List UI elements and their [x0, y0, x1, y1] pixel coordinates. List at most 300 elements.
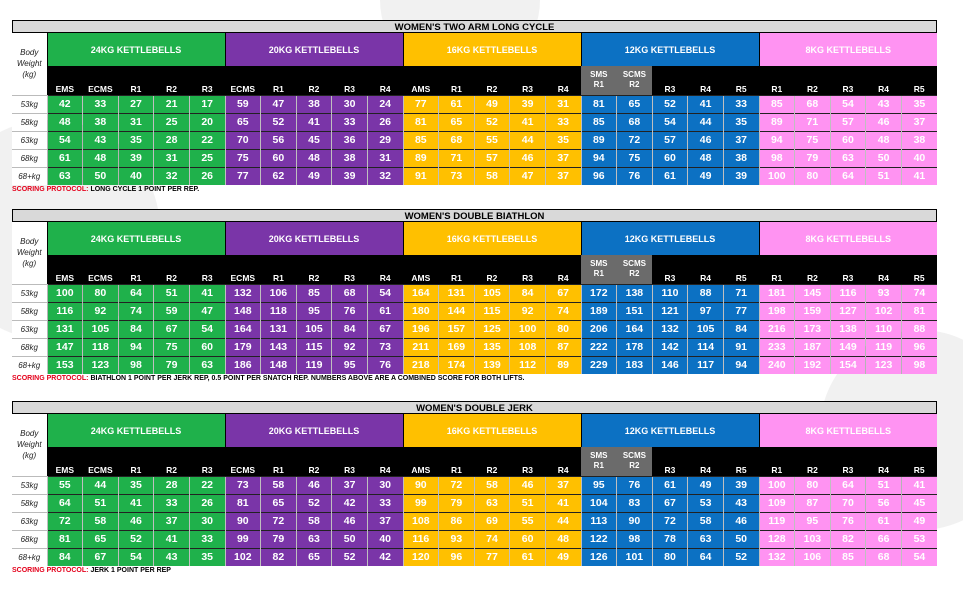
score-cell: 112 — [510, 356, 546, 374]
column-header-label: AMS — [411, 464, 431, 475]
table-row — [12, 338, 937, 356]
score-cell: 84 — [723, 320, 759, 338]
column-header — [830, 447, 866, 476]
score-cell: 79 — [154, 356, 190, 374]
column-header-label: R5 — [735, 83, 747, 94]
score-cell: 174 — [439, 356, 475, 374]
column-header — [545, 66, 581, 95]
score-cell: 71 — [723, 284, 759, 302]
score-cell: 17 — [189, 95, 225, 113]
score-cell: 206 — [581, 320, 617, 338]
column-header-label: R3 — [664, 272, 676, 283]
column-header-label: R3 — [344, 272, 356, 283]
score-cell: 50 — [866, 149, 902, 167]
score-cell: 132 — [759, 548, 795, 566]
score-cell: 47 — [510, 167, 546, 185]
score-cell: 67 — [367, 320, 403, 338]
column-header — [474, 66, 510, 95]
column-header — [439, 66, 475, 95]
score-cell: 52 — [296, 494, 332, 512]
column-header — [866, 66, 902, 95]
score-cell: 42 — [332, 494, 368, 512]
score-cell: 68 — [439, 131, 475, 149]
score-cell: 68 — [866, 548, 902, 566]
score-cell: 75 — [795, 131, 831, 149]
section-title: WOMEN'S TWO ARM LONG CYCLE — [12, 20, 937, 33]
score-cell: 67 — [154, 320, 190, 338]
body-weight-label: Body — [20, 429, 39, 439]
column-header-label: R3 — [201, 83, 213, 94]
score-cell: 46 — [510, 476, 546, 494]
column-header — [723, 255, 759, 284]
score-cell: 77 — [225, 167, 261, 185]
score-cell: 92 — [83, 302, 119, 320]
score-cell: 94 — [723, 356, 759, 374]
score-cell: 63 — [688, 530, 724, 548]
score-cell: 77 — [403, 95, 439, 113]
score-cell: 164 — [403, 284, 439, 302]
score-cell: 143 — [261, 338, 297, 356]
score-cell: 138 — [830, 320, 866, 338]
column-header-label: R2 — [166, 83, 178, 94]
score-cell: 43 — [866, 95, 902, 113]
score-cell: 65 — [439, 113, 475, 131]
score-cell: 142 — [652, 338, 688, 356]
score-cell: 41 — [545, 494, 581, 512]
column-header-label: R4 — [700, 272, 712, 283]
score-cell: 85 — [403, 131, 439, 149]
score-cell: 21 — [154, 95, 190, 113]
score-cell: 103 — [795, 530, 831, 548]
score-cell: 46 — [118, 512, 154, 530]
score-cell: 60 — [189, 338, 225, 356]
score-cell: 27 — [118, 95, 154, 113]
column-header — [189, 255, 225, 284]
score-cell: 61 — [652, 476, 688, 494]
column-header-label: R2 — [486, 83, 498, 94]
column-header — [866, 255, 902, 284]
column-header-label: AMS — [411, 272, 431, 283]
score-cell: 57 — [830, 113, 866, 131]
score-cell: 82 — [261, 548, 297, 566]
score-cell: 28 — [154, 476, 190, 494]
score-cell: 33 — [189, 530, 225, 548]
score-cell: 37 — [723, 131, 759, 149]
column-header — [688, 447, 724, 476]
score-cell: 30 — [332, 95, 368, 113]
score-cell: 127 — [830, 302, 866, 320]
column-header — [901, 66, 937, 95]
column-header-label: ECMS — [88, 272, 113, 283]
score-cell: 39 — [723, 167, 759, 185]
column-header-label: R2 — [166, 464, 178, 475]
column-header-label: R1 — [450, 464, 462, 475]
column-header — [830, 66, 866, 95]
score-cell: 41 — [154, 530, 190, 548]
score-cell: 54 — [118, 548, 154, 566]
score-cell: 67 — [652, 494, 688, 512]
column-header — [332, 447, 368, 476]
body-weight-value: 68kg — [12, 530, 47, 548]
score-cell: 76 — [617, 476, 653, 494]
score-cell: 33 — [332, 113, 368, 131]
score-cell: 50 — [723, 530, 759, 548]
column-header-label: R1 — [771, 272, 783, 283]
column-header-top: SMS — [590, 69, 608, 79]
scoring-protocol — [12, 185, 937, 195]
score-cell: 72 — [617, 131, 653, 149]
kettlebell-group-header: 16KG KETTLEBELLS — [403, 222, 581, 255]
score-cell: 68 — [617, 113, 653, 131]
score-cell: 31 — [367, 149, 403, 167]
score-cell: 96 — [581, 167, 617, 185]
score-cell: 54 — [830, 95, 866, 113]
kettlebell-group-header: 20KG KETTLEBELLS — [225, 33, 403, 66]
table-row — [12, 149, 937, 167]
column-header-label: R5 — [913, 272, 925, 283]
score-cell: 51 — [154, 284, 190, 302]
score-table — [12, 33, 937, 185]
body-weight-value: 58kg — [12, 113, 47, 131]
column-header-label: EMS — [55, 272, 74, 283]
column-header-label: R1 — [593, 460, 604, 470]
score-cell: 80 — [795, 476, 831, 494]
score-cell: 41 — [901, 167, 937, 185]
score-cell: 40 — [901, 149, 937, 167]
kettlebell-group-header: 16KG KETTLEBELLS — [403, 414, 581, 447]
score-cell: 76 — [617, 167, 653, 185]
score-cell: 37 — [154, 512, 190, 530]
column-header-label: R1 — [130, 272, 142, 283]
score-cell: 126 — [581, 548, 617, 566]
column-header — [581, 66, 617, 95]
score-cell: 52 — [118, 530, 154, 548]
column-header — [795, 447, 831, 476]
score-cell: 132 — [652, 320, 688, 338]
column-header — [617, 66, 653, 95]
column-header — [189, 447, 225, 476]
score-cell: 69 — [474, 512, 510, 530]
column-header-label: R4 — [379, 83, 391, 94]
column-header — [474, 447, 510, 476]
column-header-label: R3 — [664, 83, 676, 94]
score-cell: 65 — [83, 530, 119, 548]
score-cell: 39 — [118, 149, 154, 167]
column-header-label: R4 — [700, 464, 712, 475]
score-cell: 67 — [83, 548, 119, 566]
column-header — [652, 66, 688, 95]
column-header — [439, 255, 475, 284]
score-cell: 118 — [83, 338, 119, 356]
score-cell: 186 — [225, 356, 261, 374]
column-header-label: R3 — [842, 464, 854, 475]
score-cell: 45 — [296, 131, 332, 149]
column-header-label: R4 — [379, 464, 391, 475]
column-header — [367, 447, 403, 476]
score-cell: 79 — [261, 530, 297, 548]
column-header — [261, 255, 297, 284]
score-cell: 149 — [830, 338, 866, 356]
score-cell: 39 — [510, 95, 546, 113]
column-header — [510, 255, 546, 284]
column-header — [439, 447, 475, 476]
column-header-label: R2 — [629, 268, 640, 278]
score-cell: 51 — [83, 494, 119, 512]
column-header-label: R3 — [842, 83, 854, 94]
score-cell: 51 — [866, 476, 902, 494]
score-cell: 119 — [759, 512, 795, 530]
score-cell: 74 — [474, 530, 510, 548]
score-cell: 85 — [759, 95, 795, 113]
score-cell: 49 — [688, 167, 724, 185]
score-cell: 57 — [652, 131, 688, 149]
score-cell: 37 — [901, 113, 937, 131]
score-cell: 51 — [510, 494, 546, 512]
score-cell: 93 — [866, 284, 902, 302]
score-cell: 35 — [545, 131, 581, 149]
score-cell: 58 — [474, 476, 510, 494]
score-cell: 70 — [830, 494, 866, 512]
body-weight-label: Weight — [16, 248, 42, 258]
score-cell: 67 — [545, 284, 581, 302]
score-cell: 74 — [901, 284, 937, 302]
score-cell: 105 — [688, 320, 724, 338]
table-row — [12, 356, 937, 374]
score-cell: 62 — [261, 167, 297, 185]
score-cell: 98 — [118, 356, 154, 374]
score-cell: 72 — [47, 512, 83, 530]
score-cell: 73 — [439, 167, 475, 185]
table-row — [12, 95, 937, 113]
column-header-label: R4 — [557, 83, 569, 94]
column-header-label: R1 — [771, 83, 783, 94]
score-cell: 25 — [189, 149, 225, 167]
column-header-label: R1 — [771, 464, 783, 475]
score-cell: 84 — [510, 284, 546, 302]
column-header-label: R2 — [806, 272, 818, 283]
scoring-protocol — [12, 374, 937, 384]
score-cell: 100 — [510, 320, 546, 338]
score-cell: 77 — [474, 548, 510, 566]
scoring-protocol-label: SCORING PROTOCOL: — [12, 186, 89, 193]
scoring-protocol-label: SCORING PROTOCOL: — [12, 567, 89, 574]
score-cell: 76 — [830, 512, 866, 530]
column-header — [688, 66, 724, 95]
score-cell: 98 — [901, 356, 937, 374]
score-cell: 46 — [688, 131, 724, 149]
column-header — [118, 66, 154, 95]
column-header-label: ECMS — [230, 83, 256, 94]
score-cell: 233 — [759, 338, 795, 356]
column-header — [47, 66, 83, 95]
score-cell: 52 — [332, 548, 368, 566]
score-cell: 85 — [581, 113, 617, 131]
score-cell: 121 — [652, 302, 688, 320]
score-cell: 26 — [189, 494, 225, 512]
score-cell: 44 — [83, 476, 119, 494]
table-row — [12, 302, 937, 320]
score-cell: 61 — [652, 167, 688, 185]
score-cell: 54 — [47, 131, 83, 149]
body-weight-label: Weight — [16, 440, 42, 450]
score-cell: 88 — [901, 320, 937, 338]
score-cell: 35 — [723, 113, 759, 131]
score-cell: 71 — [439, 149, 475, 167]
score-cell: 216 — [759, 320, 795, 338]
column-header-label: R1 — [130, 464, 142, 475]
column-header-label: ECMS — [88, 464, 113, 475]
score-cell: 48 — [83, 149, 119, 167]
score-cell: 65 — [617, 95, 653, 113]
score-cell: 44 — [545, 512, 581, 530]
score-cell: 89 — [545, 356, 581, 374]
column-header-label: R4 — [557, 272, 569, 283]
score-cell: 91 — [723, 338, 759, 356]
column-header — [866, 447, 902, 476]
score-cell: 79 — [439, 494, 475, 512]
scoring-protocol-text: BIATHLON 1 POINT PER JERK REP, 0.5 POINT PER SNATCH REP. NUMBERS ABOVE ARE A COMBINED SCORE FOR BOTH LIFTS. — [90, 375, 525, 382]
score-cell: 81 — [47, 530, 83, 548]
score-cell: 85 — [296, 284, 332, 302]
score-cell: 139 — [474, 356, 510, 374]
table-row — [12, 548, 937, 566]
score-cell: 85 — [830, 548, 866, 566]
score-table — [12, 222, 937, 374]
column-header-label: R2 — [486, 464, 498, 475]
score-cell: 60 — [261, 149, 297, 167]
score-cell: 54 — [652, 113, 688, 131]
score-cell: 116 — [47, 302, 83, 320]
column-header — [296, 447, 332, 476]
score-cell: 63 — [830, 149, 866, 167]
score-cell: 52 — [652, 95, 688, 113]
score-cell: 58 — [83, 512, 119, 530]
score-cell: 46 — [866, 113, 902, 131]
score-cell: 117 — [688, 356, 724, 374]
score-cell: 105 — [296, 320, 332, 338]
score-cell: 119 — [866, 338, 902, 356]
score-cell: 48 — [545, 530, 581, 548]
column-header-label: EMS — [55, 83, 74, 94]
score-cell: 48 — [688, 149, 724, 167]
score-cell: 36 — [332, 131, 368, 149]
score-cell: 61 — [510, 548, 546, 566]
score-table — [12, 414, 937, 566]
column-header-label: R3 — [522, 464, 534, 475]
score-cell: 37 — [545, 167, 581, 185]
kettlebell-group-header: 24KG KETTLEBELLS — [47, 414, 225, 447]
score-cell: 131 — [261, 320, 297, 338]
scoring-protocol-label: SCORING PROTOCOL: — [12, 375, 89, 382]
score-cell: 52 — [474, 113, 510, 131]
score-cell: 77 — [723, 302, 759, 320]
score-cell: 44 — [510, 131, 546, 149]
score-cell: 105 — [83, 320, 119, 338]
score-cell: 157 — [439, 320, 475, 338]
score-cell: 94 — [759, 131, 795, 149]
score-cell: 26 — [189, 167, 225, 185]
body-weight-value: 58kg — [12, 302, 47, 320]
score-cell: 180 — [403, 302, 439, 320]
column-header — [403, 255, 439, 284]
score-cell: 116 — [403, 530, 439, 548]
score-cell: 89 — [403, 149, 439, 167]
score-cell: 63 — [189, 356, 225, 374]
column-header — [652, 447, 688, 476]
score-cell: 48 — [866, 131, 902, 149]
score-cell: 43 — [723, 494, 759, 512]
score-cell: 164 — [225, 320, 261, 338]
score-cell: 145 — [795, 284, 831, 302]
score-cell: 91 — [403, 167, 439, 185]
body-weight-value: 63kg — [12, 131, 47, 149]
body-weight-label: Body — [20, 237, 39, 247]
score-cell: 90 — [403, 476, 439, 494]
score-cell: 96 — [901, 338, 937, 356]
score-cell: 52 — [723, 548, 759, 566]
score-cell: 128 — [759, 530, 795, 548]
column-header — [367, 255, 403, 284]
column-header-label: R3 — [522, 272, 534, 283]
score-cell: 148 — [225, 302, 261, 320]
column-header — [901, 447, 937, 476]
score-cell: 113 — [581, 512, 617, 530]
column-header-label: R3 — [201, 272, 213, 283]
score-cell: 109 — [759, 494, 795, 512]
score-cell: 61 — [866, 512, 902, 530]
score-cell: 43 — [83, 131, 119, 149]
score-cell: 51 — [866, 167, 902, 185]
score-section — [12, 209, 937, 384]
score-cell: 164 — [617, 320, 653, 338]
score-cell: 64 — [830, 476, 866, 494]
kettlebell-group-header: 8KG KETTLEBELLS — [759, 33, 937, 66]
score-cell: 54 — [189, 320, 225, 338]
column-header-label: R4 — [878, 83, 890, 94]
column-header — [261, 447, 297, 476]
score-cell: 90 — [617, 512, 653, 530]
column-header-label: R3 — [842, 272, 854, 283]
score-cell: 92 — [332, 338, 368, 356]
kettlebell-group-header: 24KG KETTLEBELLS — [47, 33, 225, 66]
body-weight-header — [12, 33, 47, 95]
score-cell: 63 — [47, 167, 83, 185]
score-cell: 89 — [759, 113, 795, 131]
column-header — [403, 447, 439, 476]
score-cell: 173 — [795, 320, 831, 338]
score-cell: 115 — [474, 302, 510, 320]
score-cell: 80 — [545, 320, 581, 338]
score-cell: 123 — [83, 356, 119, 374]
column-header-label: R5 — [913, 464, 925, 475]
score-cell: 43 — [154, 548, 190, 566]
score-cell: 100 — [47, 284, 83, 302]
score-cell: 95 — [795, 512, 831, 530]
column-header-label: R3 — [344, 83, 356, 94]
score-cell: 116 — [830, 284, 866, 302]
kettlebell-group-header: 20KG KETTLEBELLS — [225, 414, 403, 447]
score-cell: 53 — [688, 494, 724, 512]
score-cell: 55 — [474, 131, 510, 149]
column-header — [83, 255, 119, 284]
column-header — [154, 255, 190, 284]
body-weight-header — [12, 222, 47, 284]
kettlebell-group-header: 20KG KETTLEBELLS — [225, 222, 403, 255]
score-cell: 74 — [118, 302, 154, 320]
score-cell: 44 — [688, 113, 724, 131]
column-header — [83, 66, 119, 95]
column-header — [118, 255, 154, 284]
